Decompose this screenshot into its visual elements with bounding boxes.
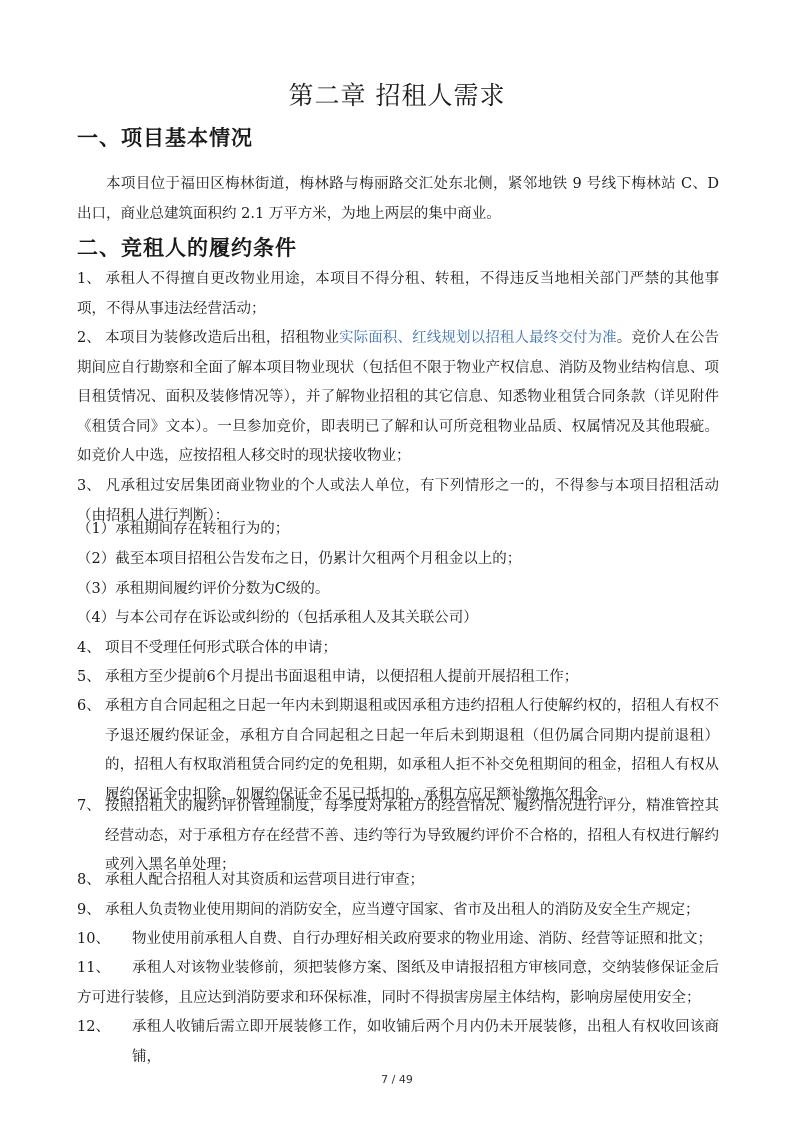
item-number: 11、 — [77, 960, 110, 976]
item-number: 6、 — [77, 698, 101, 714]
item-number: 10、 — [77, 931, 110, 947]
item-number: 8、 — [77, 872, 101, 888]
section-heading-conditions: 二、竞租人的履约条件 — [77, 236, 297, 260]
item-number: 2、 — [77, 330, 101, 346]
item-text: 承租方自合同起租之日起一年内未到期退租或因承租方违约招租人行使解约权的，招租人有权不予退还履约保证金，承租方自合同起租之日起一年后未到期退租（但仍属合同期内提前退租）的，招租人有权取消租赁合同约定的免租期，如承租人拒不补交免租期间的租金，招租人有权从履约保证金中扣除，如履约保证金不足已抵扣的，承租方应足额补缴拖欠租金。 — [105, 698, 719, 803]
item-text: 承租人收铺后需立即开展装修工作，如收铺后两个月内仍未开展装修，出租人有权收回该商铺， — [132, 1019, 719, 1065]
item-text: 承租人负责物业使用期间的消防安全，应当遵守国家、省市及出租人的消防及安全生产规定； — [105, 902, 700, 918]
item-text: 本项目为装修改造后出租，招租物业 — [105, 330, 340, 346]
item-text: 承租人对该物业装修前，须把装修方案、图纸及申请报招租方审核同意，交纳装修保证金后方可进行装修，且应达到消防要求和环保标准，同时不得损害房屋主体结构，影响房屋使用安全； — [77, 960, 719, 1006]
sub-item: （2）截至本项目招租公告发布之日，仍累计欠租两个月租金以上的； — [77, 551, 522, 567]
item-number: 1、 — [77, 271, 101, 287]
sub-item: （4）与本公司存在诉讼或纠纷的（包括承租人及其关联公司） — [77, 610, 478, 626]
item-text: 凡承租过安居集团商业物业的个人或法人单位，有下列情形之一的，不得参与本项目招租活动（由招租人进行判断）： — [77, 478, 719, 524]
item-text: 物业使用前承租人自费、自行办理好相关政府要求的物业用途、消防、经营等证照和批文； — [132, 931, 712, 947]
item-text-highlight: 实际面积、红线规划以招租人最终交付为准 — [339, 330, 617, 346]
list-item — [77, 265, 719, 324]
chapter-title: 第二章 招租人需求 — [288, 81, 506, 110]
item-text: 按照招租人的履约评价管理制度，每季度对承租方的经营情况、履约情况进行评分，精准管控其经营动态，对于承租方存在经营不善、违约等行为导致履约评价不合格的，招租人有权进行解约或列入黑名单处理； — [105, 798, 719, 873]
item-number: 3、 — [77, 478, 101, 494]
item-text: 承租人配合招租人对其资质和运营项目进行审查； — [105, 872, 424, 888]
item-text: 承租方至少提前6个月提出书面退租申请，以便招租人提前开展招租工作； — [105, 669, 579, 685]
item-number: 5、 — [77, 669, 101, 685]
list-item — [77, 324, 719, 472]
item-text: 。竞价人在公告期间应自行勘察和全面了解本项目物业现状（包括但不限于物业产权信息、消防及物业结构信息、项目租赁情况、面积及装修情况等），并了解物业招租的其它信息、知悉物业租赁合同条款（详见附件《租赁合同》文本）。一旦参加竞价，即表明已了解和认可所竞租物业品质、权属情况及其他瑕疵。如竞价人中选，应按招租人移交时的现状接收物业； — [77, 330, 720, 464]
item-text: 项目不受理任何形式联合体的申请； — [105, 640, 337, 656]
item-number: 4、 — [77, 640, 101, 656]
sub-item: （1）承租期间存在转租行为的； — [77, 521, 290, 537]
sub-item: （3）承租期间履约评价分数为C级的。 — [77, 581, 330, 597]
item-number: 12、 — [77, 1019, 110, 1035]
section-heading-basic-info: 一、项目基本情况 — [77, 126, 253, 150]
item-number: 7、 — [77, 798, 101, 814]
item-text: 承租人不得擅自更改物业用途，本项目不得分租、转租，不得违反当地相关部门严禁的其他事项，不得从事违法经营活动； — [77, 271, 719, 317]
page-number: 7 / 49 — [381, 1073, 413, 1086]
project-description: 本项目位于福田区梅林街道，梅林路与梅丽路交汇处东北侧，紧邻地铁 9 号线下梅林站 C、D 出口，商业总建筑面积约 2.1 万平方米，为地上两层的集中商业。 — [77, 176, 719, 222]
list-item — [77, 954, 719, 1013]
item-number: 9、 — [77, 902, 101, 918]
